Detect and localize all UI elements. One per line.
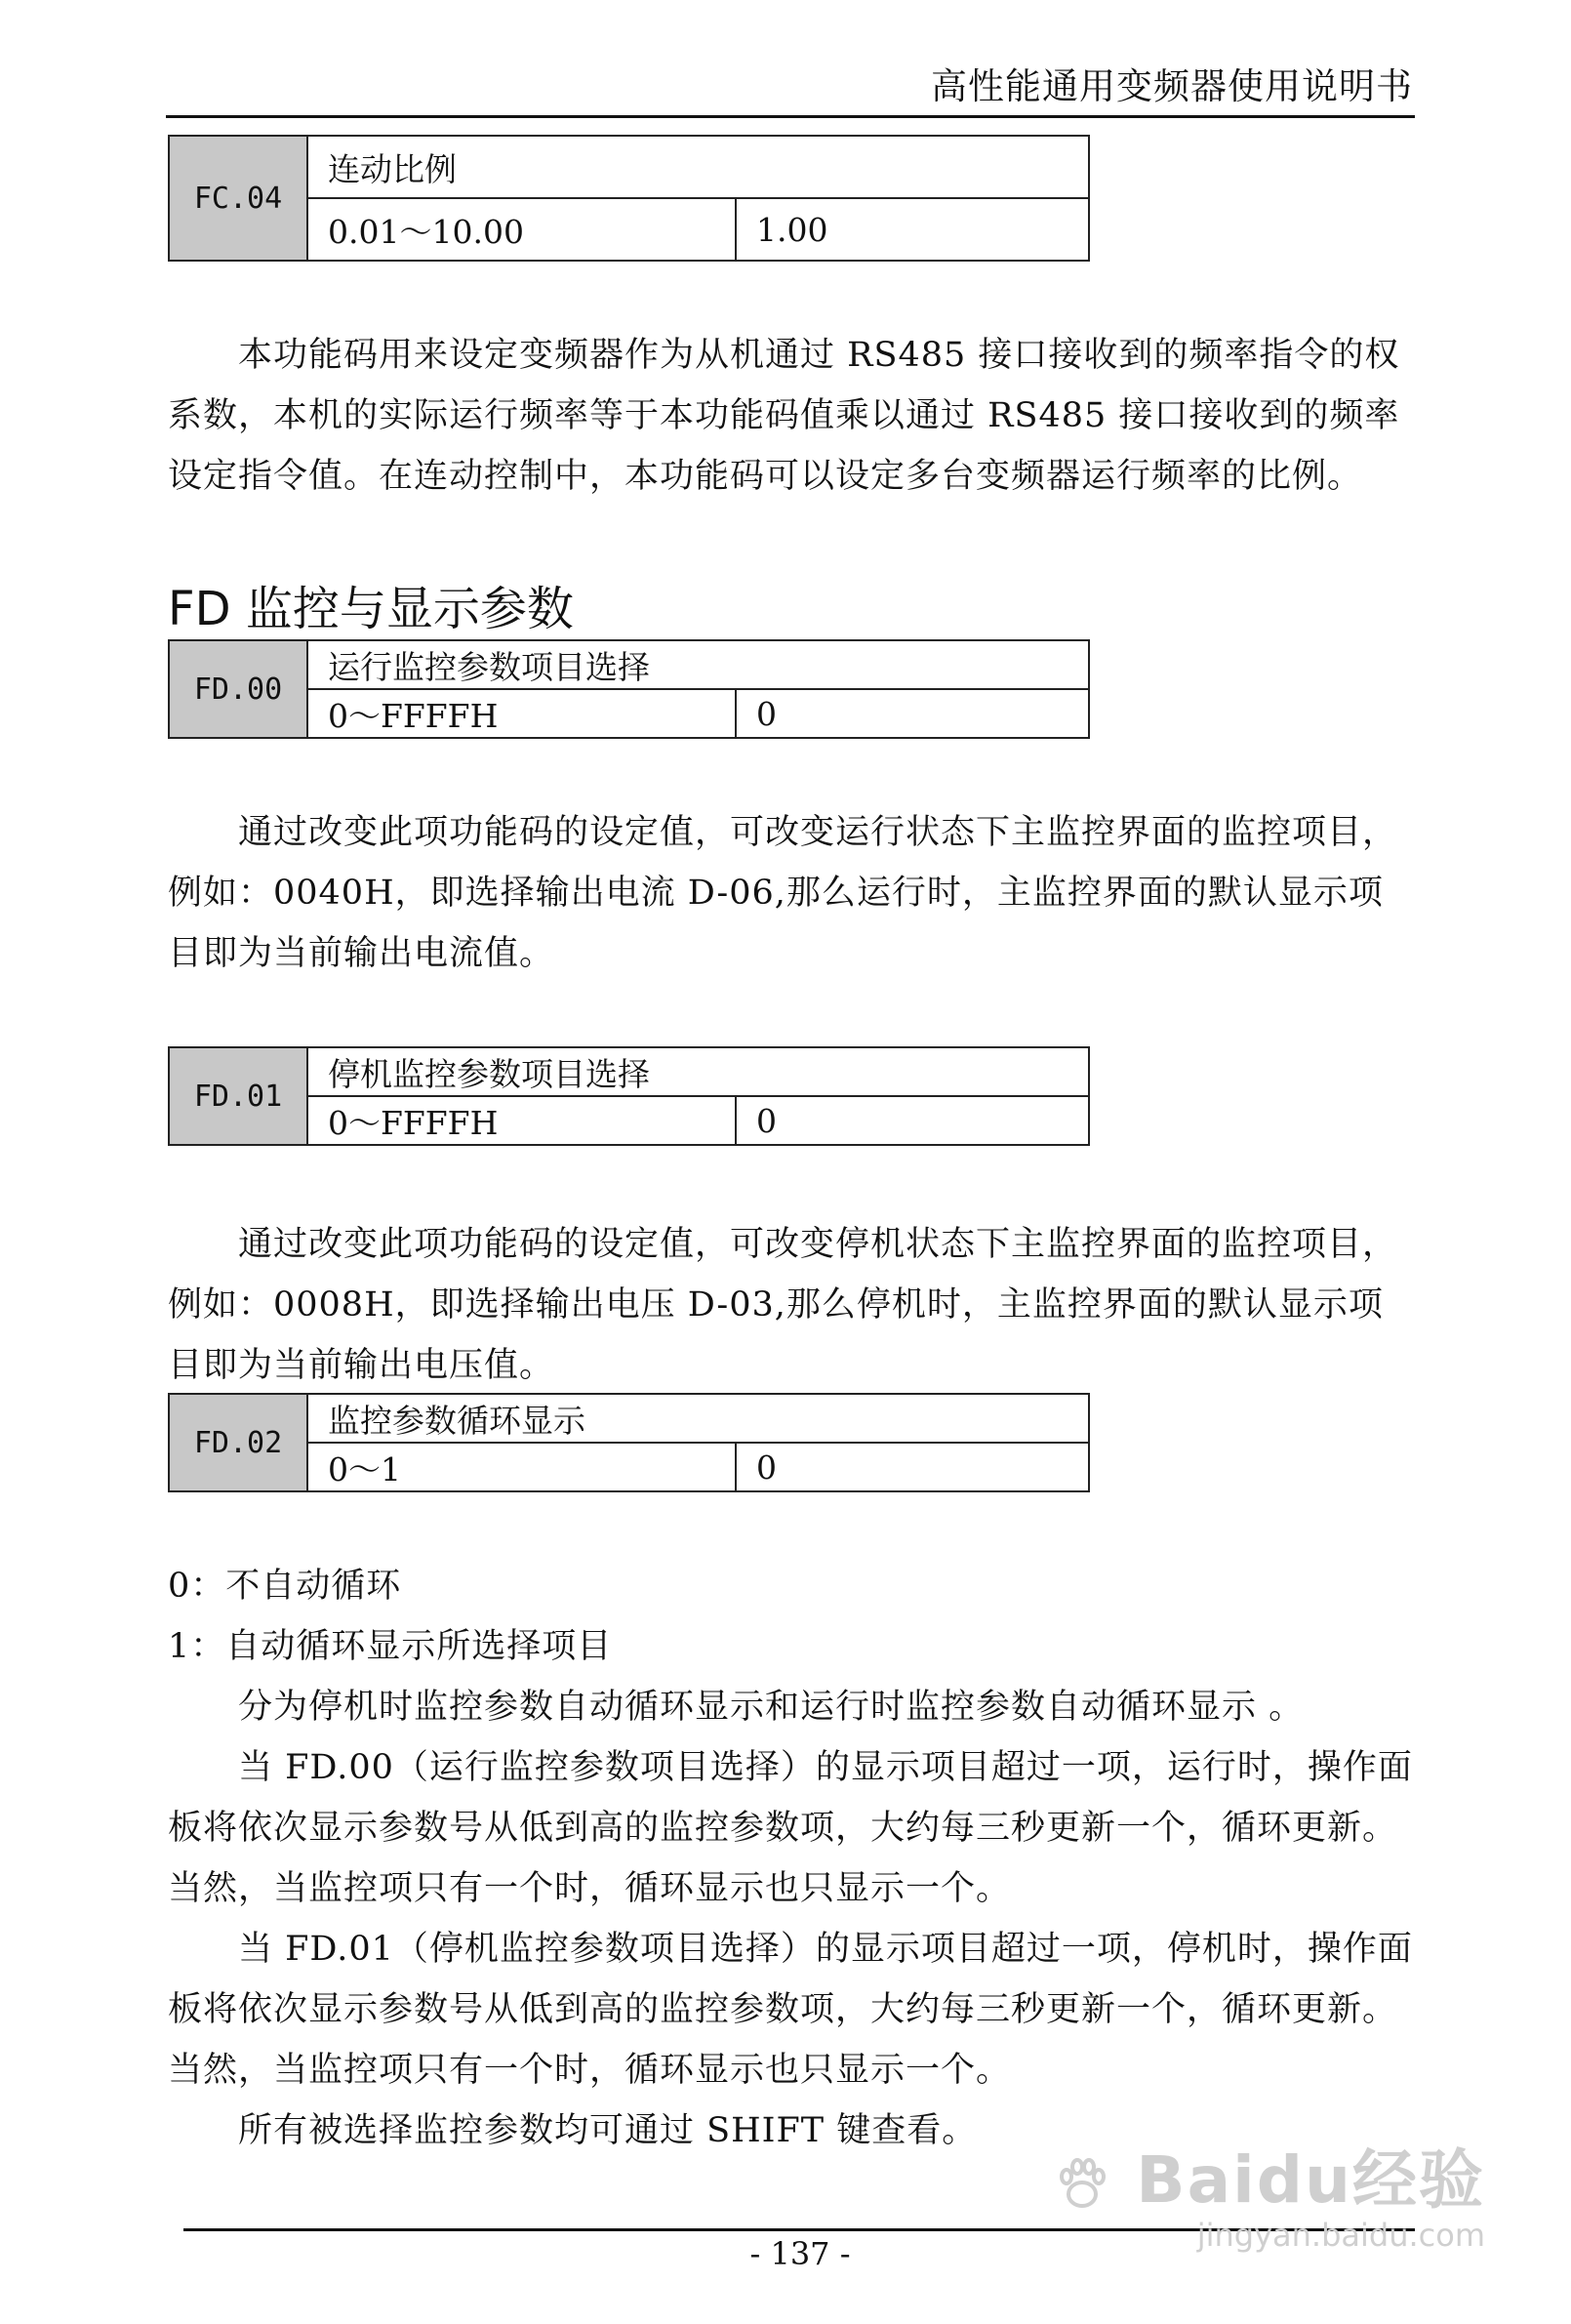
option-1: 1：自动循环显示所选择项目	[168, 1627, 613, 1666]
param-code: FD.01	[169, 1047, 307, 1145]
param-default: 0	[736, 1096, 1089, 1145]
header-title: 高性能通用变频器使用说明书	[931, 65, 1413, 107]
param-range: 0～FFFFH	[307, 1096, 736, 1145]
page-number: - 137 -	[749, 2235, 851, 2272]
fc04-description: 本功能码用来设定变频器作为从机通过 RS485 接口接收到的频率指令的权系数，本机的实际运行频率等于本功能码值乘以通过 RS485 接口接收到的频率设定指令值。在连动控制中，本功能码可以设定多台变频器运行频率的比例。	[168, 336, 1400, 496]
watermark-url: jingyan.baidu.com	[1196, 2217, 1485, 2254]
option-0: 0：不自动循环	[168, 1567, 402, 1606]
section-title: FD 监控与显示参数	[168, 582, 574, 636]
watermark-logo-text: Baidu经验	[1136, 2142, 1485, 2218]
baidu-watermark	[1053, 2128, 1485, 2254]
param-table-fd01	[168, 1046, 1090, 1146]
param-code: FD.02	[169, 1394, 307, 1491]
fd01-description: 通过改变此项功能码的设定值，可改变停机状态下主监控界面的监控项目，例如：0008H，即选择输出电压 D-03,那么停机时，主监控界面的默认显示项目即为当前输出电压值。	[168, 1225, 1398, 1385]
fd02-notes	[168, 1556, 1415, 2161]
header-divider	[166, 115, 1415, 118]
param-table-fd00	[168, 639, 1090, 739]
paragraph-cycle-intro: 分为停机时监控参数自动循环显示和运行时监控参数自动循环显示 。	[238, 1688, 1305, 1727]
param-name: 连动比例	[307, 136, 1089, 198]
watermark-logo	[1053, 2128, 1485, 2221]
param-default: 0	[736, 689, 1089, 738]
paragraph-shift-key: 所有被选择监控参数均可通过 SHIFT 键查看。	[238, 2111, 978, 2150]
paw-icon	[1053, 2155, 1111, 2214]
param-range: 0～1	[307, 1443, 736, 1491]
param-name: 监控参数循环显示	[307, 1394, 1089, 1443]
param-code: FC.04	[169, 136, 307, 261]
param-table-fd02	[168, 1393, 1090, 1492]
param-range: 0～FFFFH	[307, 689, 736, 738]
fd00-description: 通过改变此项功能码的设定值，可改变运行状态下主监控界面的监控项目，例如：0040H，即选择输出电流 D-06,那么运行时，主监控界面的默认显示项目即为当前输出电流值。	[168, 813, 1398, 973]
param-name: 停机监控参数项目选择	[307, 1047, 1089, 1096]
param-default: 0	[736, 1443, 1089, 1491]
param-code: FD.00	[169, 640, 307, 738]
param-table-fc04	[168, 135, 1090, 262]
param-name: 运行监控参数项目选择	[307, 640, 1089, 689]
paragraph-fd01-cycle: 当 FD.01（停机监控参数项目选择）的显示项目超过一项，停机时，操作面板将依次显示参数号从低到高的监控参数项，大约每三秒更新一个，循环更新。当然，当监控项只有一个时，循环显示也只显示一个。	[168, 1930, 1413, 2090]
param-default: 1.00	[736, 198, 1089, 261]
param-range: 0.01～10.00	[307, 198, 736, 261]
paragraph-fd00-cycle: 当 FD.00（运行监控参数项目选择）的显示项目超过一项，运行时，操作面板将依次显示参数号从低到高的监控参数项，大约每三秒更新一个，循环更新。当然，当监控项只有一个时，循环显示也只显示一个。	[168, 1748, 1413, 1908]
